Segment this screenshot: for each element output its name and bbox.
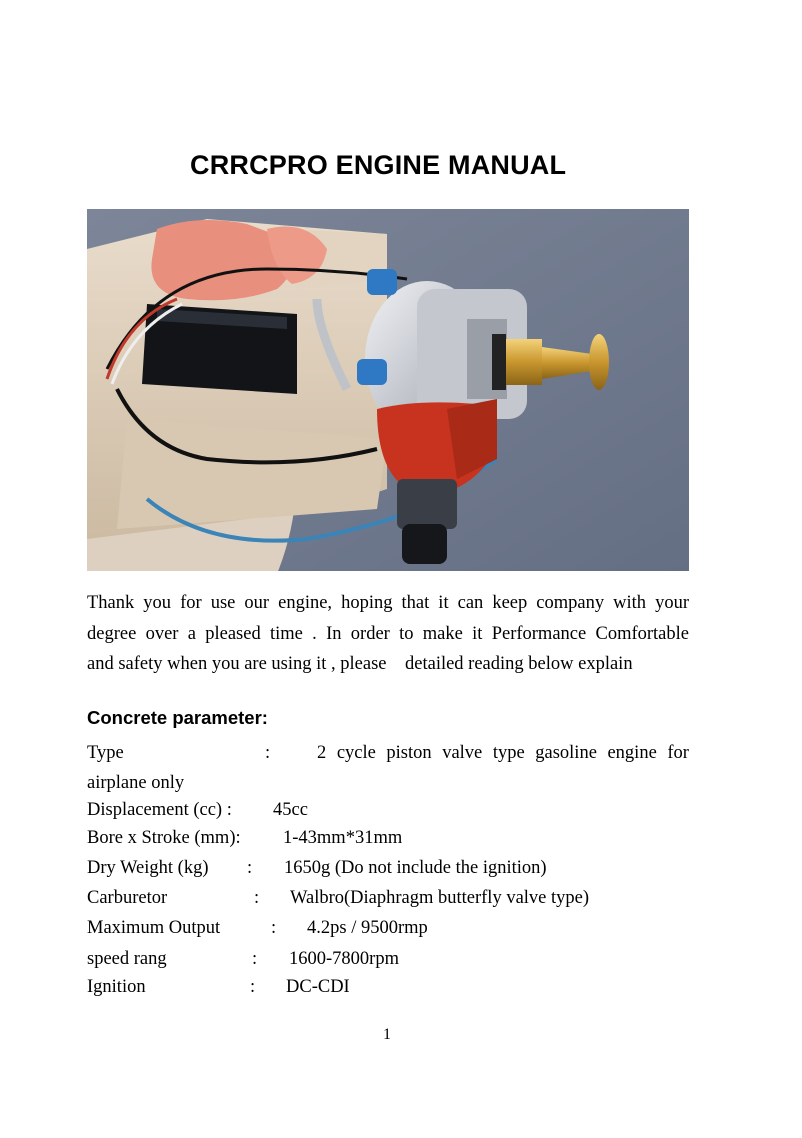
type-word: gasoline <box>535 743 597 763</box>
intro-line: and safety when you are using it , please detailed reading below explain <box>87 654 633 674</box>
param-type <box>87 738 689 798</box>
param-value: DC-CDI <box>286 977 350 997</box>
param-value: 45cc <box>273 800 308 820</box>
param-value: Walbro(Diaphragm butterfly valve type) <box>290 888 590 908</box>
engine-illustration <box>87 209 689 571</box>
param-label: Ignition <box>87 977 146 997</box>
param-colon: : <box>271 918 277 938</box>
param-label: Carburetor <box>87 888 168 908</box>
param-label: Dry Weight (kg) <box>87 858 209 878</box>
type-word: engine <box>607 743 657 763</box>
param-value <box>317 738 689 768</box>
type-word: cycle <box>336 743 376 763</box>
param-label: speed rang <box>87 949 167 969</box>
intro-paragraph <box>87 588 689 680</box>
param-colon: : <box>254 888 260 908</box>
param-colon: : <box>265 743 271 763</box>
param-label: Type <box>87 743 124 763</box>
page-number: 1 <box>383 1026 391 1043</box>
intro-line: Thank you for use our engine, hoping that it can keep company with your <box>87 593 689 613</box>
type-word: valve <box>442 743 483 763</box>
type-word: piston <box>386 743 432 763</box>
param-label: Bore x Stroke (mm): <box>87 828 241 848</box>
param-colon: : <box>252 949 258 969</box>
type-word: type <box>492 743 525 763</box>
intro-line: degree over a pleased time . In order to make it Performance Comfortable <box>87 623 689 644</box>
param-value: 1-43mm*31mm <box>283 828 403 848</box>
param-colon: : <box>250 977 256 997</box>
param-label: Displacement (cc) : <box>87 800 232 820</box>
param-value: 1600-7800rpm <box>289 949 399 969</box>
param-value: 1650g (Do not include the ignition) <box>284 858 547 878</box>
param-colon: : <box>247 858 253 878</box>
section-heading: Concrete parameter: <box>87 707 268 728</box>
param-label: Maximum Output <box>87 918 221 938</box>
type-word: 2 <box>317 743 327 763</box>
type-word: for <box>667 743 689 763</box>
param-value-continued: airplane only <box>87 773 185 793</box>
document-title: CRRCPRO ENGINE MANUAL <box>190 150 567 180</box>
engine-photo <box>87 209 689 571</box>
param-value: 4.2ps / 9500rmp <box>307 918 428 938</box>
